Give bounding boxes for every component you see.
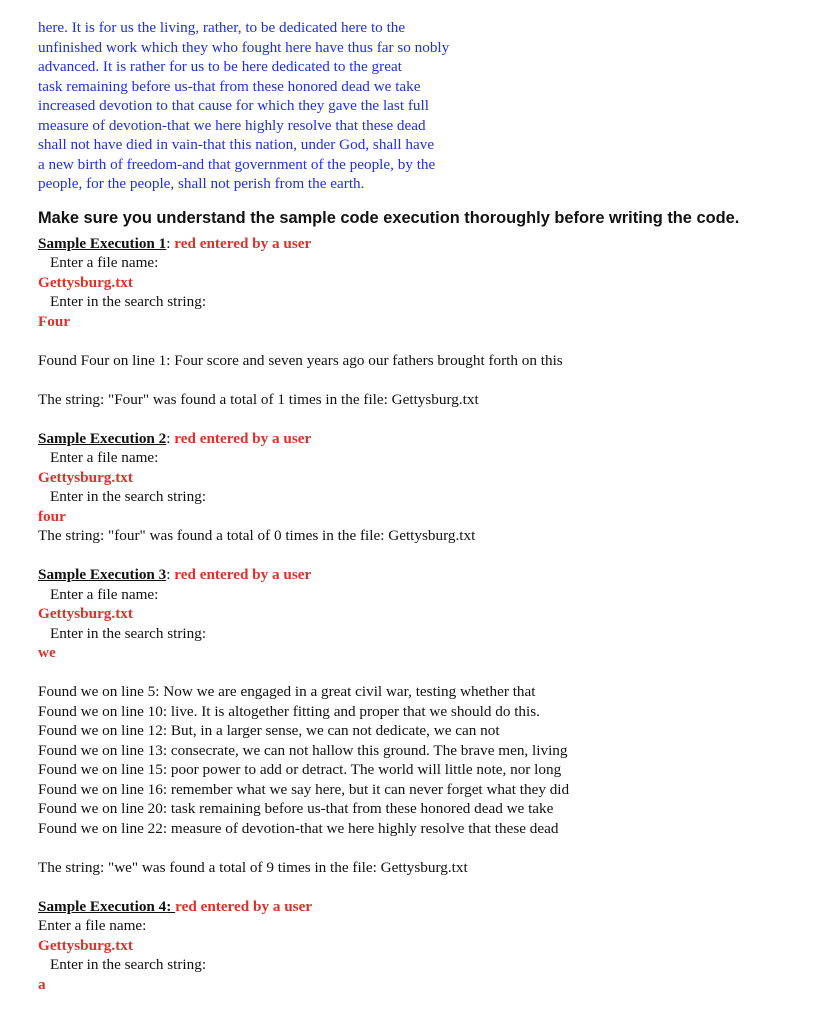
excerpt-line: increased devotion to that cause for which they gave the last full bbox=[38, 97, 429, 114]
result-summary: The string: "we" was found a total of 9 times in the file: Gettysburg.txt bbox=[38, 858, 468, 876]
prompt-search-string: Enter in the search string: bbox=[50, 488, 207, 505]
instruction-heading: Make sure you understand the sample code execution thoroughly before writing the code. bbox=[38, 208, 740, 227]
excerpt-line: people, for the people, shall not perish from the earth. bbox=[38, 175, 365, 192]
gettysburg-excerpt bbox=[38, 18, 808, 194]
title-colon: : bbox=[166, 429, 175, 447]
excerpt-line: advanced. It is rather for us to be here dedicated to the great bbox=[38, 58, 402, 75]
sample-title: Sample Execution 2 bbox=[38, 429, 167, 447]
sample-execution-1 bbox=[38, 234, 808, 429]
user-input-note: red entered by a user bbox=[174, 566, 312, 583]
prompt-search-string: Enter in the search string: bbox=[50, 624, 207, 642]
prompt-search-string: Enter in the search string: bbox=[50, 956, 207, 973]
prompt-file-name: Enter a file name: bbox=[38, 917, 147, 934]
excerpt-line: a new birth of freedom-and that government of the people, by the bbox=[38, 155, 436, 173]
sample-title: Sample Execution 1 bbox=[38, 234, 167, 252]
excerpt-line: here. It is for us the living, rather, to be dedicated here to the bbox=[38, 19, 406, 36]
title-colon: : bbox=[166, 234, 175, 252]
result-summary: The string: "four" was found a total of 0 times in the file: Gettysburg.txt bbox=[38, 527, 476, 544]
prompt-file-name: Enter a file name: bbox=[50, 449, 159, 466]
sample-execution-4 bbox=[38, 897, 808, 995]
sample-title: Sample Execution 3 bbox=[38, 566, 167, 583]
sample-execution-3 bbox=[38, 565, 808, 897]
user-input-search: we bbox=[38, 644, 56, 661]
user-input-file: Gettysburg.txt bbox=[38, 936, 133, 954]
prompt-search-string: Enter in the search string: bbox=[50, 293, 207, 310]
sample-execution-2 bbox=[38, 429, 808, 566]
user-input-search: a bbox=[38, 975, 46, 993]
title-colon: : bbox=[166, 897, 176, 915]
user-input-search: Four bbox=[38, 312, 71, 330]
title-colon: : bbox=[166, 566, 175, 583]
user-input-note: red entered by a user bbox=[175, 897, 313, 915]
document-page bbox=[38, 18, 808, 994]
user-input-file: Gettysburg.txt bbox=[38, 605, 133, 622]
user-input-search: four bbox=[38, 507, 66, 525]
found-line: Found we on line 16: remember what we say here, but it can never forget what they did bbox=[38, 780, 570, 798]
found-line: Found we on line 12: But, in a larger sense, we can not dedicate, we can not bbox=[38, 722, 500, 739]
prompt-file-name: Enter a file name: bbox=[50, 254, 159, 271]
excerpt-line: unfinished work which they who fought here have thus far so nobly bbox=[38, 38, 450, 56]
prompt-file-name: Enter a file name: bbox=[50, 585, 159, 603]
result-summary: The string: "Four" was found a total of 1 times in the file: Gettysburg.txt bbox=[38, 390, 479, 408]
found-line: Found we on line 5: Now we are engaged in a great civil war, testing whether that bbox=[38, 683, 536, 700]
excerpt-line: measure of devotion-that we here highly resolve that these dead bbox=[38, 116, 426, 134]
user-input-file: Gettysburg.txt bbox=[38, 468, 133, 486]
user-input-note: red entered by a user bbox=[174, 429, 312, 447]
found-line: Found we on line 13: consecrate, we can not hallow this ground. The brave men, living bbox=[38, 741, 568, 759]
found-line: Found we on line 10: live. It is altogether fitting and proper that we should do this. bbox=[38, 702, 540, 720]
user-input-file: Gettysburg.txt bbox=[38, 273, 133, 291]
found-line: Found we on line 15: poor power to add or detract. The world will little note, nor long bbox=[38, 761, 562, 778]
sample-title: Sample Execution 4 bbox=[38, 897, 167, 915]
excerpt-line: shall not have died in vain-that this nation, under God, shall have bbox=[38, 136, 435, 153]
found-line: Found we on line 22: measure of devotion-that we here highly resolve that these dead bbox=[38, 819, 559, 837]
excerpt-line: task remaining before us-that from these honored dead we take bbox=[38, 77, 421, 95]
user-input-note: red entered by a user bbox=[174, 234, 312, 252]
found-line: Found Four on line 1: Four score and seven years ago our fathers brought forth on this bbox=[38, 351, 563, 369]
found-line: Found we on line 20: task remaining before us-that from these honored dead we take bbox=[38, 800, 554, 817]
